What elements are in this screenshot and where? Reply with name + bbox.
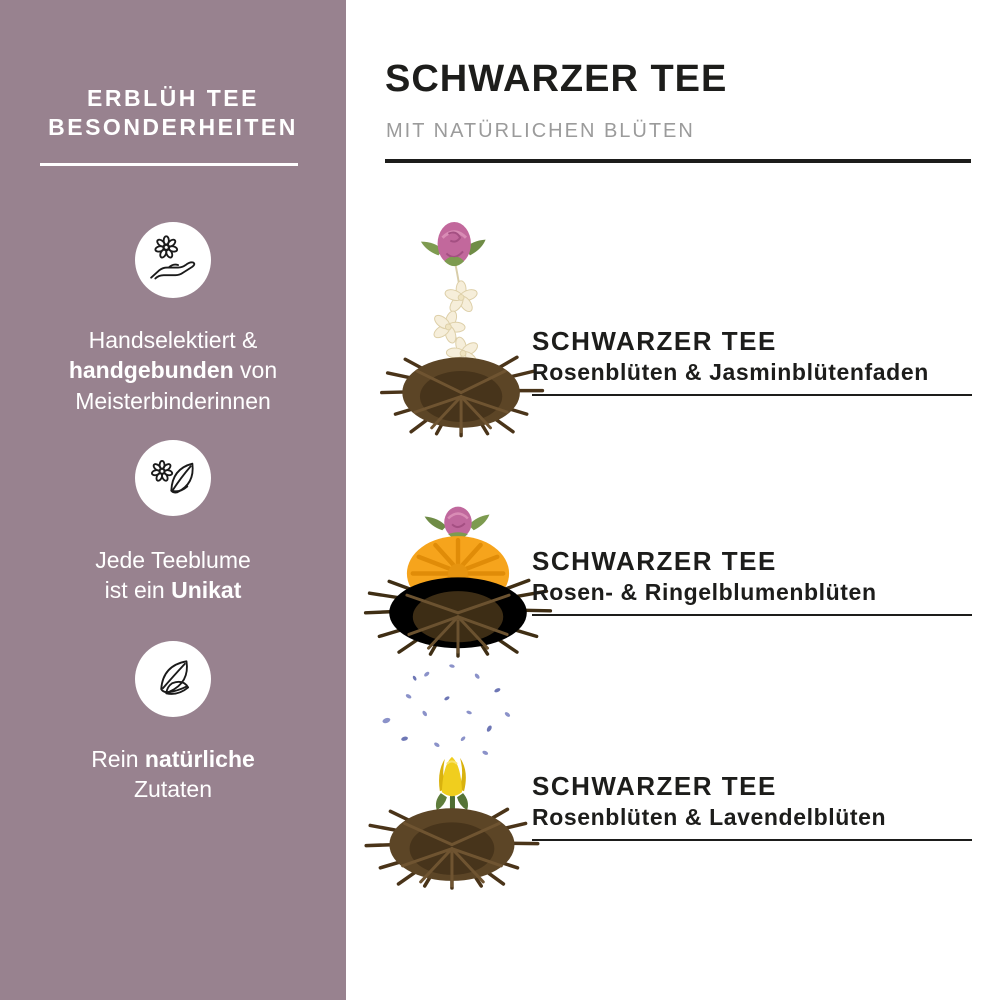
rose-bud: [421, 222, 486, 266]
product-name: SCHWARZER TEE: [532, 326, 777, 356]
sidebar-divider: [40, 163, 298, 166]
feature-natural-text: [0, 744, 346, 805]
rose-lavender-blooming-tea-image: [356, 658, 558, 890]
product-divider: [532, 394, 972, 396]
tea-leaf-ball: [382, 357, 543, 435]
product-variant: Rosen- & Ringelblumenblüten: [532, 578, 877, 605]
page-subtitle: MIT NATÜRLICHEN BLÜTEN: [386, 120, 695, 142]
rose-jasmine-blooming-tea-image: [368, 204, 564, 440]
feature-line: Rein natürliche: [91, 746, 255, 772]
feature-line: Meisterbinderinnen: [75, 387, 271, 414]
header-divider: [385, 159, 971, 163]
feature-line: Zutaten: [134, 776, 212, 803]
page-title: SCHWARZER TEE: [385, 58, 728, 100]
feature-line: Jede Teeblume: [95, 547, 251, 573]
product-divider: [532, 614, 972, 616]
product-name: SCHWARZER TEE: [532, 771, 777, 801]
product-divider: [532, 839, 972, 841]
feature-line: ist ein Unikat: [104, 577, 242, 604]
feature-line: handgebunden von: [68, 357, 278, 384]
product-name: SCHWARZER TEE: [532, 546, 777, 576]
feature-line: Handselektiert &: [88, 327, 258, 353]
sidebar-title-line2: BESONDERHEITEN: [48, 113, 298, 140]
rose-bud: [425, 507, 490, 539]
leaves-icon: [135, 641, 211, 717]
lavender-petals: [382, 664, 511, 756]
tea-leaf-ball: [366, 577, 551, 656]
rose-marigold-blooming-tea-image: [358, 487, 558, 659]
product-1-text: [532, 327, 972, 396]
product-variant: Rosenblüten & Jasminblütenfaden: [532, 358, 929, 385]
sidebar-title-line1: ERBLÜH TEE: [87, 85, 259, 111]
sidebar-title: [0, 84, 346, 142]
feature-handmade-text: [0, 325, 346, 416]
product-3-text: [532, 772, 972, 841]
tea-leaf-ball: [366, 808, 537, 888]
product-variant: Rosenblüten & Lavendelblüten: [532, 803, 887, 830]
flower-with-leaf-icon: [135, 440, 211, 516]
product-2-text: [532, 547, 972, 616]
sidebar: [0, 0, 346, 1000]
feature-unique-text: [0, 545, 346, 606]
hand-with-flower-icon: [135, 222, 211, 298]
